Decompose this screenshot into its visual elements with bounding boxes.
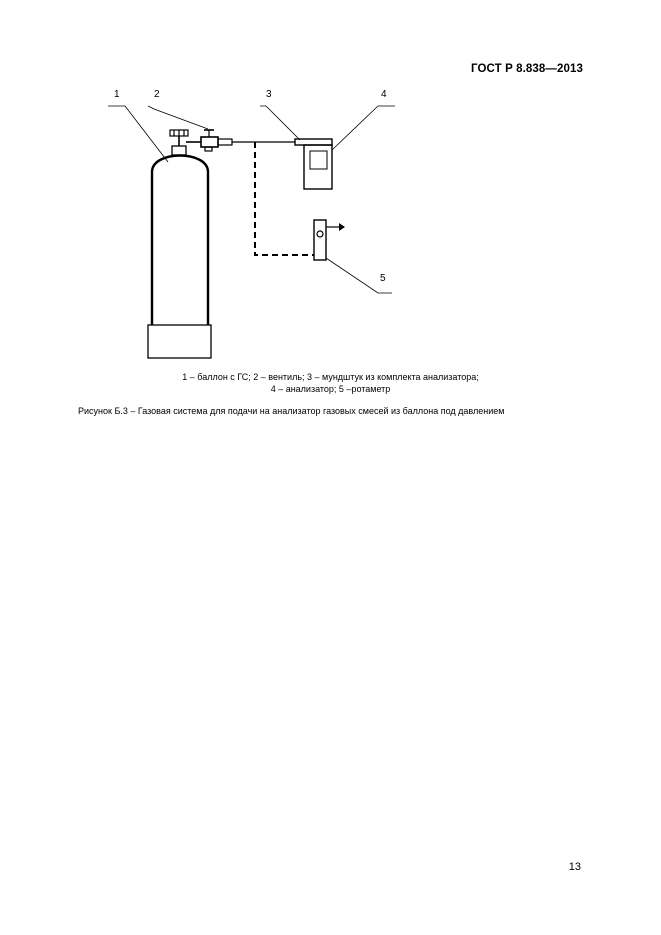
leader-1 [108,106,168,162]
diagram-drawing [0,0,661,360]
callout-3: 3 [266,89,272,100]
mouthpiece [295,139,332,145]
leader-2 [148,106,208,129]
callout-1: 1 [114,89,120,100]
analyzer-display [310,151,327,169]
page-number: 13 [568,861,581,873]
gas-system-diagram [0,0,661,360]
legend-line-1: 1 – баллон с ГС; 2 – вентиль; 3 – мундштук из комплекта анализатора; [182,372,479,382]
bypass-line [255,142,314,255]
callout-5: 5 [380,273,386,284]
standard-code: ГОСТ Р 8.838—2013 [471,63,583,75]
legend-line-2: 4 – анализатор; 5 –ротаметр [270,384,391,394]
rotameter-float [317,231,323,237]
gas-cylinder [152,156,208,326]
callout-4: 4 [381,89,387,100]
figure-caption: Рисунок Б.3 – Газовая система для подачи на анализатор газовых смесей из баллона под давлением [78,406,505,416]
cylinder-neck [172,146,186,155]
rotameter [314,220,326,260]
leader-3 [260,106,300,140]
leader-4 [332,106,395,150]
figure-legend [0,371,661,395]
analyzer [304,145,332,189]
outlet-arrow-head [339,223,345,231]
cylinder-base [148,325,211,358]
pipe-fitting [218,139,232,145]
shutoff-valve [201,137,218,147]
callout-2: 2 [154,89,160,100]
